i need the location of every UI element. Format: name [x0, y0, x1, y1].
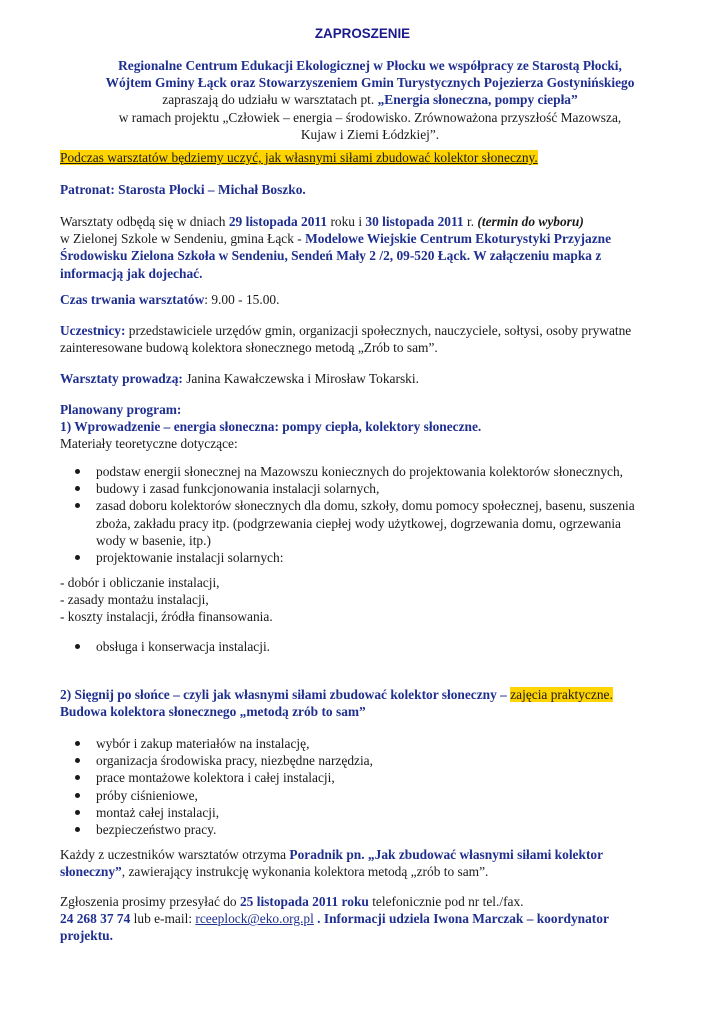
part1-list-last — [60, 638, 680, 655]
program-part1-intro: Materiały teoretyczne dotyczące: — [60, 436, 238, 452]
dates-text-4: w Zielonej Szkole w Sendeniu, gmina Łąck - — [60, 231, 306, 247]
dash-item: - koszty instalacji, źródła finansowania. — [60, 609, 273, 625]
duration — [60, 291, 680, 308]
dates-text-3: r. — [463, 214, 478, 229]
participants-block — [60, 322, 680, 356]
program-heading: Planowany program: — [60, 402, 182, 417]
bullet-icon — [75, 469, 80, 474]
program-part2-sub: Budowa kolektora słonecznego „metodą zrób to sam” — [60, 704, 366, 720]
bullet-icon — [75, 486, 80, 491]
venue-line-2: Środowisku Zielona Szkoła w Sendeniu, Sendeń Mały 2 /2, 09-520 Łąck. W załączeniu mapka z — [60, 248, 602, 264]
list-item-text: bezpieczeństwo pracy. — [96, 822, 217, 838]
bullet-icon — [75, 555, 80, 560]
bullet-icon — [75, 741, 80, 746]
part1-list — [60, 463, 680, 566]
list-item-text: obsługa i konserwacja instalacji. — [96, 639, 271, 654]
participants-text-1: przedstawiciele urzędów gmin, organizacji społecznych, nauczyciele, sołtysi, osoby prywatne — [125, 323, 632, 338]
list-item-text: próby ciśnieniowe, — [96, 787, 198, 803]
dates-text-1: Warsztaty odbędą się w dniach — [60, 214, 229, 229]
list-item — [60, 752, 680, 769]
highlight-block — [60, 149, 680, 166]
header-line-4: w ramach projektu „Człowiek – energia – środowisko. Zrównoważona przyszłość Mazowsza, — [118, 109, 622, 125]
header-block — [60, 57, 680, 143]
date-1: 29 listopada 2011 — [228, 214, 328, 229]
registration-text-2: telefonicznie pod nr tel./fax. — [368, 894, 524, 909]
duration-label: Czas trwania warsztatów — [60, 292, 205, 307]
list-item — [60, 638, 680, 655]
bullet-icon — [75, 503, 80, 508]
list-item-text: wybór i zakup materiałów na instalację, — [96, 736, 310, 751]
list-item — [60, 787, 680, 804]
bullet-icon — [75, 827, 80, 832]
program-block — [60, 401, 680, 453]
guide-text-2: , zawierający instrukcję wykonania kolektora metodą „zrób to sam”. — [121, 864, 489, 880]
guide-line-1 — [60, 846, 680, 863]
list-item-text: budowy i zasad funkcjonowania instalacji solarnych, — [96, 481, 380, 497]
registration-line-1 — [60, 893, 680, 910]
date-note: (termin do wyboru) — [477, 214, 584, 229]
bullet-icon — [75, 775, 80, 780]
bullet-icon — [75, 758, 80, 763]
dates-text-2: roku i — [327, 214, 366, 229]
guide-text-1: Każdy z uczestników warsztatów otrzyma — [60, 847, 290, 862]
dash-item: - zasady montażu instalacji, — [60, 592, 209, 608]
header-line-3 — [60, 91, 680, 108]
leaders-value: Janina Kawałczewska i Mirosław Tokarski. — [182, 371, 419, 386]
email-link[interactable]: rceeplock@eko.org.pl — [195, 911, 314, 927]
registration-text-1: Zgłoszenia prosimy przesyłać do — [60, 894, 240, 909]
header-invite-text: zapraszają do udziału w warsztatach pt. — [162, 92, 378, 108]
dates-line-1 — [60, 213, 680, 230]
registration-deadline: 25 listopada 2011 roku — [239, 894, 369, 909]
list-item — [60, 821, 680, 838]
participants-label: Uczestnicy: — [60, 323, 126, 338]
list-item-text-cont: zboża, zakładu pracy itp. (podgrzewania ciepłej wody użytkowej, dogrzewania domu, ogrzewania — [96, 515, 621, 531]
header-line-5: Kujaw i Ziemi Łódzkiej”. — [300, 126, 440, 142]
registration-line-2 — [60, 910, 680, 927]
dates-line-2 — [60, 230, 680, 247]
header-line-1: Regionalne Centrum Edukacji Ekologicznej w Płocku we współpracy ze Starostą Płocki, — [118, 58, 622, 73]
guide-block — [60, 846, 680, 880]
list-item — [60, 497, 680, 549]
registration-text-3: lub e-mail: — [130, 911, 196, 927]
list-item — [60, 480, 680, 497]
list-item-text: zasad doboru kolektorów słonecznych dla domu, szkoły, domu pomocy społecznej, basenu, suszenia — [96, 498, 635, 514]
dates-block — [60, 213, 680, 282]
bullet-icon — [75, 644, 80, 649]
participants-line-2: zainteresowane budową kolektora słonecznego metodą „Zrób to sam”. — [60, 340, 438, 356]
program-part2-title — [60, 686, 680, 703]
leaders-label: Warsztaty prowadzą: — [60, 371, 183, 386]
date-2: 30 listopada 2011 — [365, 214, 464, 229]
list-item — [60, 463, 680, 480]
registration-line-3: projektu. — [60, 928, 113, 944]
workshop-title: „Energia słoneczna, pompy ciepła” — [377, 92, 578, 108]
list-item — [60, 549, 680, 566]
patronat: Patronat: Starosta Płocki – Michał Boszko. — [60, 182, 306, 197]
registration-block — [60, 893, 680, 945]
part2-highlight: zajęcia praktyczne. — [510, 687, 613, 702]
venue-line-1: Modelowe Wiejskie Centrum Ekoturystyki Przyjazne — [305, 231, 612, 247]
part2-block — [60, 686, 680, 720]
list-item-text: podstaw energii słonecznej na Mazowszu koniecznych do projektowania kolektorów słonecznych, — [96, 464, 624, 479]
list-item-text: organizacja środowiska pracy, niezbędne narzędzia, — [96, 753, 373, 769]
bullet-icon — [75, 793, 80, 798]
leaders — [60, 370, 680, 387]
participants-line-1 — [60, 322, 680, 339]
header-line-2: Wójtem Gminy Łąck oraz Stowarzyszeniem Gmin Turystycznych Pojezierza Gostynińskiego — [105, 75, 635, 91]
list-item-text: montaż całej instalacji, — [96, 804, 220, 820]
page-title: ZAPROSZENIE — [314, 26, 411, 41]
registration-contact: . Informacji udziela Iwona Marczak – koordynator — [313, 911, 609, 927]
program-part1-title: 1) Wprowadzenie – energia słoneczna: pompy ciepła, kolektory słoneczne. — [60, 419, 482, 435]
guide-title-1: Poradnik pn. „Jak zbudować własnymi siłami kolektor — [289, 847, 604, 862]
part2-title-text: 2) Sięgnij po słońce – czyli jak własnymi siłami zbudować kolektor słoneczny – — [60, 687, 511, 702]
bullet-icon — [75, 810, 80, 815]
list-item-text: prace montażowe kolektora i całej instalacji, — [96, 770, 335, 786]
list-item — [60, 735, 680, 752]
part2-list — [60, 735, 680, 838]
list-item-text-cont: wody w basenie, itp.) — [96, 532, 211, 548]
guide-title-2: słoneczny” — [60, 864, 122, 880]
list-item-text: projektowanie instalacji solarnych: — [96, 550, 284, 566]
highlight-sentence: Podczas warsztatów będziemy uczyć, jak własnymi siłami zbudować kolektor słoneczny. — [60, 150, 538, 165]
list-item — [60, 769, 680, 786]
duration-value: : 9.00 - 15.00. — [204, 292, 280, 307]
dash-list — [60, 574, 680, 626]
dash-item: - dobór i obliczanie instalacji, — [60, 575, 220, 590]
list-item — [60, 804, 680, 821]
venue-line-3: informacją jak dojechać. — [60, 265, 203, 281]
phone-number: 24 268 37 74 — [60, 911, 131, 927]
guide-line-2 — [60, 863, 680, 880]
